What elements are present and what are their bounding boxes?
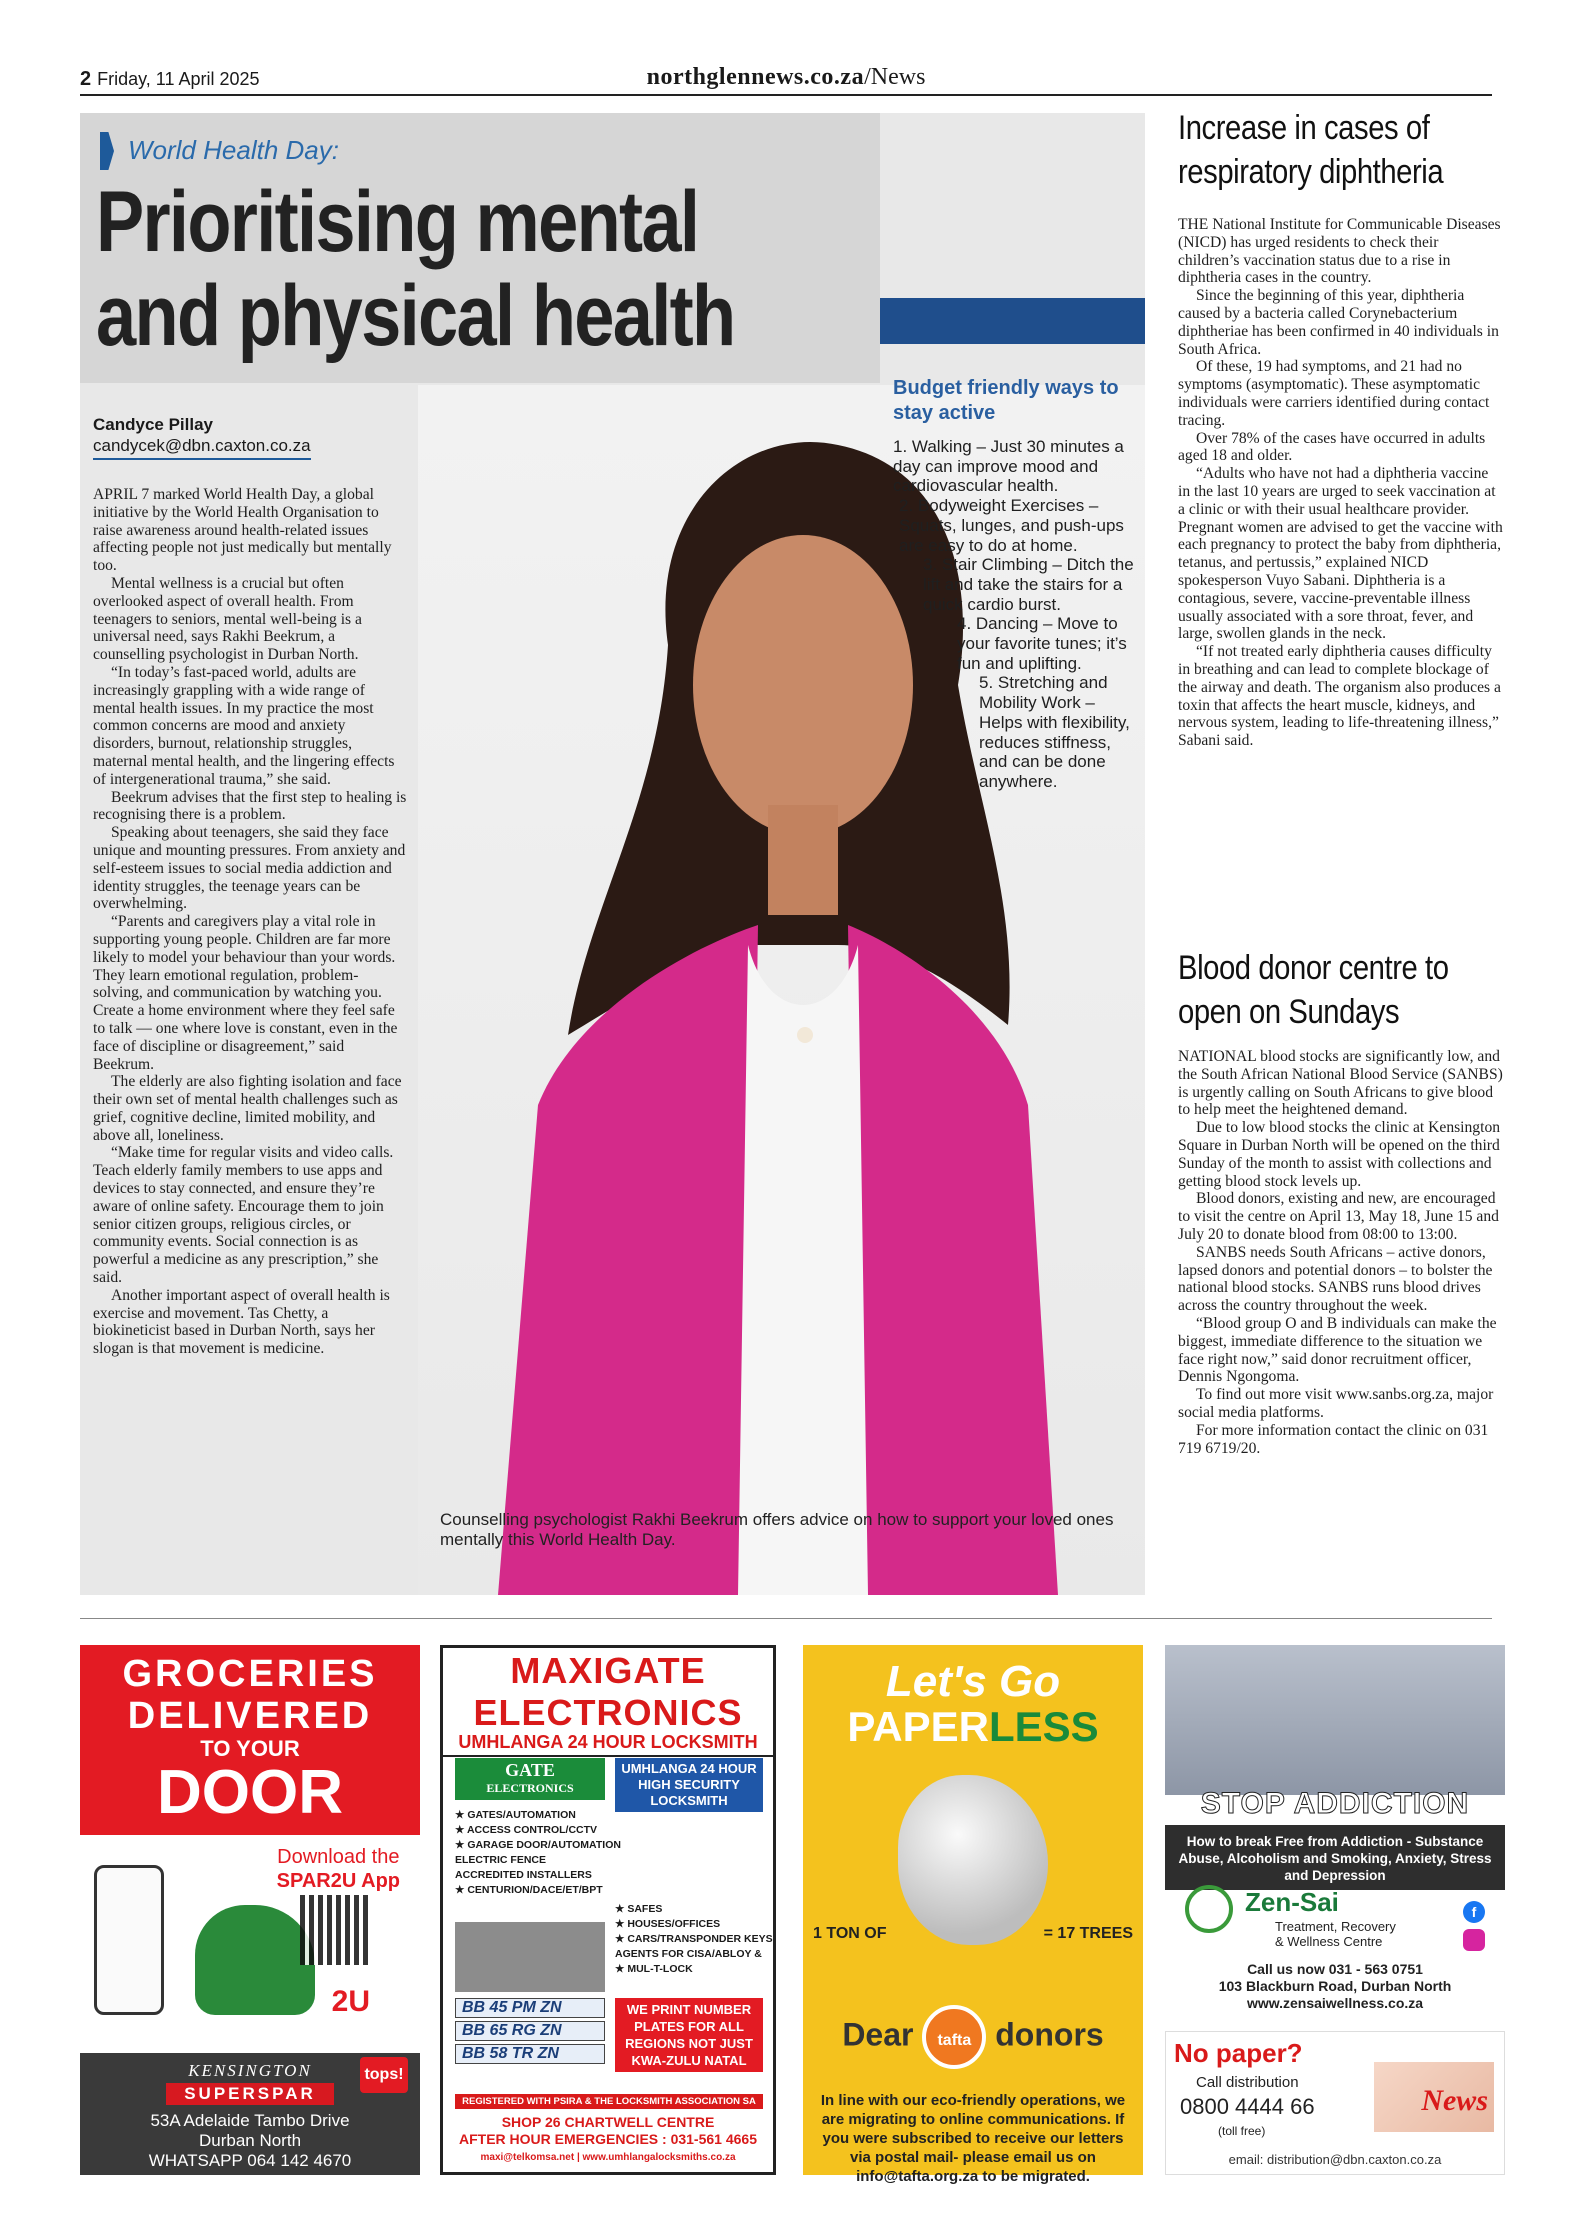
paragraph: “Make time for regular visits and video calls. Teach elderly family members to use apps and devices to stay connected, and ensure they’re aware of online safety. Encourage them to join senior citizen groups, religious circles, or community events. Social connection is as powerful a medicine as any prescription,” she said. xyxy=(93,1144,394,1287)
paragraph: Due to low blood stocks the clinic at Kensington Square in Durban North will be opened on the third Sunday of the month to assist with collections and getting blood stock levels up. xyxy=(1178,1119,1501,1190)
section-name: /News xyxy=(864,64,926,90)
zensai-phone: Call us now 031 - 563 0751 xyxy=(1247,1961,1423,1977)
list-item: ★ GATES/AUTOMATION xyxy=(455,1809,576,1821)
emergency-number: AFTER HOUR EMERGENCIES : 031-561 4665 xyxy=(459,2131,757,2147)
list-item: ★ ACCESS CONTROL/CCTV xyxy=(455,1824,598,1836)
paragraph: “Parents and caregivers play a vital role in supporting young people. Children are far more likely to model your behaviour than your words. They learn emotional regulation, problem-solving, and communication by watching you. Create a home environment where they feel safe to talk — one where love is constant, even in the face of discipline or disagreement,” said Beekrum. xyxy=(93,913,398,1073)
zensai-tagline xyxy=(1275,1919,1396,1949)
list-item: 5. Stretching and Mobility Work – Helps with flexibility, reduces stiffness, and can be done anywhere. xyxy=(979,673,1130,791)
donors-word: donors xyxy=(995,2016,1104,2053)
number-plate: BB 65 RG ZN xyxy=(455,2021,605,2041)
zensai-contact xyxy=(1165,1961,1505,2012)
download-label: Download the xyxy=(277,1846,400,1868)
store-name: KENSINGTON xyxy=(188,2061,312,2080)
paragraph: Blood donors, existing and new, are encouraged to visit the centre on April 13, May 18, June 15 and July 20 to donate blood from 08:00 to 13:00. xyxy=(1178,1190,1499,1243)
list-item: 3. Stair Climbing – Ditch the lift and take the stairs for a quick cardio burst. xyxy=(923,555,1134,614)
list-item: ★ CENTURION/DACE/ET/BPT xyxy=(455,1884,603,1896)
store-whatsapp: WHATSAPP 064 142 4670 xyxy=(148,2151,352,2170)
spar2u-logo: 2U xyxy=(331,1985,370,2018)
feature-body xyxy=(93,486,408,1358)
scooter-icon xyxy=(195,1905,315,2015)
list-item: 4. Dancing – Move to your favorite tunes; it’s fun and uplifting. xyxy=(957,614,1127,673)
tafta-paperless xyxy=(803,1705,1143,1749)
ad-zensai[interactable] xyxy=(1165,1645,1505,2011)
stop-addiction: STOP ADDICTION xyxy=(1200,1787,1470,1820)
headline-line-1: Blood donor centre to xyxy=(1178,949,1449,987)
story-diphtheria xyxy=(1178,106,1503,750)
headline-line-2: and physical health xyxy=(96,268,735,364)
list-item: ACCREDITED INSTALLERS xyxy=(455,1869,592,1881)
ad-no-paper[interactable] xyxy=(1165,2031,1505,2175)
distribution-phone: 0800 4444 66 xyxy=(1180,2094,1315,2119)
gate-electronics-badge xyxy=(455,1758,605,1800)
maxigate-title-2: ELECTRONICS xyxy=(473,1692,743,1733)
headline-line-2: open on Sundays xyxy=(1178,993,1400,1031)
section-divider xyxy=(80,1618,1492,1619)
kicker-text: World Health Day: xyxy=(128,135,339,165)
paragraph: SANBS needs South Africans – active donors, lapsed donors and potential donors – to bolster the national blood stocks. SANBS runs blood drives across the country throughout the week. xyxy=(1178,1243,1493,1315)
paragraph: For more information contact the clinic on 031 719 6719/20. xyxy=(1178,1421,1489,1457)
distribution-email[interactable]: email: distribution@dbn.caxton.co.za xyxy=(1228,2152,1442,2167)
spar-line-4: DOOR xyxy=(157,1758,343,1827)
paragraph: Over 78% of the cases have occurred in adults aged 18 and older. xyxy=(1178,429,1486,465)
paragraph: The elderly are also fighting isolation and face their own set of mental health challenges such as grief, cognitive decline, limited mobility, and above all, loneliness. xyxy=(93,1073,402,1144)
paragraph: Speaking about teenagers, she said they face unique and mounting pressures. From anxiety and self-esteem issues to social media addiction and identity struggles, the teenage years can be overwhelming. xyxy=(93,824,406,913)
download-text xyxy=(277,1845,400,1893)
paragraph: Of these, 19 had symptoms, and 21 had no symptoms (asymptomatic). These asymptomatic individuals were carriers identified during contact tracing. xyxy=(1178,358,1490,429)
qr-code-icon[interactable] xyxy=(300,1895,370,1965)
zensai-photo xyxy=(1165,1645,1505,1795)
paragraph: To find out more visit www.sanbs.org.za, major social media platforms. xyxy=(1178,1386,1494,1421)
site-name[interactable]: northglennews.co.za xyxy=(646,64,865,90)
story-headline xyxy=(1178,946,1458,1034)
news-logo: News xyxy=(1421,2084,1488,2117)
tops-logo: tops! xyxy=(360,2057,408,2093)
byline xyxy=(93,414,311,456)
shop-address: SHOP 26 CHARTWELL CENTRE xyxy=(501,2114,715,2130)
store-area: Durban North xyxy=(198,2131,302,2150)
list-item: 1. Walking – Just 30 minutes a day can improve mood and cardiovascular health. xyxy=(893,437,1124,496)
story-headline xyxy=(1178,106,1458,194)
story-body xyxy=(1178,216,1503,750)
paragraph: “Blood group O and B individuals can make the biggest, immediate difference to the situation we face right now,” said donor recruitment officer, Dennis Ngongoma. xyxy=(1178,1314,1497,1386)
list-item: 2. Bodyweight Exercises – Squats, lunges, and push-ups are easy to do at home. xyxy=(899,496,1124,555)
list-item: ★ SAFES xyxy=(615,1903,663,1915)
photo-caption: Counselling psychologist Rakhi Beekrum offers advice on how to support your loved ones mentally this World Health Day. xyxy=(440,1510,1114,1549)
zensai-address: 103 Blackburn Road, Durban North xyxy=(1218,1978,1452,1994)
feature-headline xyxy=(96,175,760,363)
tafta-lets-go: Let's Go xyxy=(885,1657,1061,1706)
number-plate: BB 45 PM ZN xyxy=(455,1998,605,2018)
toll-free: (toll free) xyxy=(1218,2124,1266,2138)
plates-badge: WE PRINT NUMBER PLATES FOR ALL REGIONS NOT JUST KWA-ZULU NATAL xyxy=(615,1998,763,2072)
list-item: ★ MUL-T-LOCK xyxy=(615,1963,693,1975)
page-header xyxy=(80,64,1492,96)
paragraph: NATIONAL blood stocks are significantly low, and the South African National Blood Service (SANBS) is urgently calling on South Africans to give blood to help meet the heightened demand. xyxy=(1178,1048,1503,1119)
instagram-icon[interactable] xyxy=(1463,1929,1485,1951)
paragraph: APRIL 7 marked World Health Day, a global initiative by the World Health Organisation to raise awareness around health-related issues affecting people not just medically but mentally too. xyxy=(93,486,392,575)
store-brand: SUPERSPAR xyxy=(166,2083,334,2105)
author-email[interactable]: candycek@dbn.caxton.co.za xyxy=(93,436,311,460)
list-item: ★ HOUSES/OFFICES xyxy=(615,1918,721,1930)
crumpled-paper-icon xyxy=(898,1775,1048,1945)
page-number: 2 xyxy=(80,68,92,90)
story-blood-donor xyxy=(1178,946,1503,1457)
author-name: Candyce Pillay xyxy=(93,415,214,434)
phone-icon xyxy=(94,1865,164,2015)
paragraph: Another important aspect of overall health is exercise and movement. Tas Chetty, a biokineticist based in Durban North, says her slogan is that movement is medicine. xyxy=(93,1286,390,1358)
list-item: ★ CARS/TRANSPONDER KEYS xyxy=(615,1933,773,1945)
newspaper-icon xyxy=(1374,2062,1494,2132)
locksmith-badge: UMHLANGA 24 HOUR HIGH SECURITY LOCKSMITH xyxy=(615,1758,763,1812)
paragraph: “Adults who have not had a diphtheria vaccine in the last 10 years are urged to seek vaccination at a clinic or with their usual healthcare provider. Pregnant women are advised to get the vaccine with each pregnancy to protect the baby from diphtheria, tetanus, and pertussis,” explained NICD spokesperson Vuyo Sabani. Diphtheria is a contagious, severe, vaccine-preventable illness usually associated with a sore throat, fever, and large, swollen glands in the neck. xyxy=(1178,465,1503,643)
headline-line-1: Increase in cases of xyxy=(1178,109,1430,147)
ton-trees-strip xyxy=(803,1925,1143,1943)
registration-strip: REGISTERED WITH PSIRA & THE LOCKSMITH ASSOCIATION SA xyxy=(455,2094,763,2109)
gate-services xyxy=(455,1808,621,1898)
ton-label: 1 TON OF xyxy=(813,1925,887,1942)
tagline-1: Treatment, Recovery xyxy=(1275,1919,1396,1934)
list-item: AGENTS FOR CISA/ABLOY & xyxy=(615,1948,762,1960)
paragraph: Beekrum advises that the first step to healing is recognising there is a problem. xyxy=(93,788,407,824)
spar-line-2: DELIVERED xyxy=(127,1695,373,1737)
date: Friday, 11 April 2025 xyxy=(97,69,260,89)
trees-label: = 17 TREES xyxy=(1043,1925,1133,1942)
gate-label: GATE xyxy=(505,1760,555,1780)
spar-line-3: TO YOUR xyxy=(200,1736,300,1761)
spar-line-1: GROCERIES xyxy=(122,1653,378,1695)
locksmith-services xyxy=(615,1902,773,1977)
shop-info xyxy=(443,2114,773,2148)
paragraph: Since the beginning of this year, diphtheria caused by a bacteria called Corynebacterium diphtheriae has been confirmed in 40 individuals in South Africa. xyxy=(1178,287,1499,358)
tagline-2: & Wellness Centre xyxy=(1275,1934,1383,1949)
store-address: 53A Adelaide Tambo Drive xyxy=(150,2111,350,2130)
paragraph: “If not treated early diphtheria causes difficulty in breathing and can lead to complete blockage of the airway and death. The organism also produces a toxin that affects the heart muscle, kidneys, and nervous system, leading to life-threatening illness,” Sabani said. xyxy=(1178,643,1501,750)
less-word: LESS xyxy=(988,1703,1099,1750)
paragraph: THE National Institute for Communicable Diseases (NICD) has urged residents to check their children’s vaccination status due to a rise in diphtheria cases in the country. xyxy=(1178,216,1501,287)
gate-sublabel: ELECTRONICS xyxy=(486,1781,574,1795)
header-site xyxy=(80,64,1492,91)
list-item: ★ GARAGE DOOR/AUTOMATION xyxy=(455,1839,621,1851)
spar-banner xyxy=(80,1645,420,1835)
kicker xyxy=(100,135,339,166)
zensai-logo-icon xyxy=(1185,1885,1233,1933)
budget-title: Budget friendly ways to stay active xyxy=(893,377,1119,424)
headline-line-2: respiratory diphtheria xyxy=(1178,153,1444,191)
tafta-message: In line with our eco-friendly operations, we are migrating to online communications. If you were subscribed to receive our letters via postal mail- please email us on info@tafta.org.za to be migrated. xyxy=(820,2092,1126,2185)
zensai-website[interactable]: www.zensaiwellness.co.za xyxy=(1246,1995,1424,2011)
ad-tafta[interactable] xyxy=(803,1645,1143,2185)
maxigate-title-1: MAXIGATE xyxy=(510,1650,706,1691)
zensai-name: Zen-Sai xyxy=(1245,1887,1339,1917)
tafta-logo: tafta xyxy=(922,2005,986,2069)
dear-word: Dear xyxy=(842,2016,914,2053)
accent-stripe xyxy=(880,298,1145,344)
ad-maxigate[interactable] xyxy=(440,1645,776,2175)
no-paper-title: No paper? xyxy=(1174,2038,1303,2068)
headline-line-1: Prioritising mental xyxy=(96,174,699,270)
facebook-icon[interactable]: f xyxy=(1463,1901,1485,1923)
gate-photo xyxy=(455,1922,605,1992)
story-body xyxy=(1178,1048,1503,1457)
call-distribution: Call distribution xyxy=(1196,2074,1299,2091)
contact-links[interactable]: maxi@telkomsa.net | www.umhlangalocksmiths.co.za xyxy=(480,2152,736,2163)
maxigate-subtitle: UMHLANGA 24 HOUR LOCKSMITH xyxy=(443,1732,773,1757)
dear-donors xyxy=(803,2005,1143,2069)
budget-list xyxy=(893,437,1143,792)
number-plate: BB 58 TR ZN xyxy=(455,2044,605,2064)
ad-spar[interactable] xyxy=(80,1645,420,2175)
spar-app-section xyxy=(80,1835,420,2053)
list-item: ELECTRIC FENCE xyxy=(455,1854,547,1866)
paper-word: PAPER xyxy=(847,1703,989,1750)
paragraph: “In today’s fast-paced world, adults are increasingly grappling with a wide range of mental health issues. In my practice the most common concerns are mood and anxiety disorders, burnout, relationship struggles, maternal mental health, and the lingering effects of intergenerational trauma,” she said. xyxy=(93,663,395,788)
app-name: SPAR2U App xyxy=(276,1870,400,1892)
paragraph: Mental wellness is a crucial but often overlooked aspect of overall health. From teenagers to seniors, mental well-being is a universal need, says Rakhi Beekrum, a counselling psychologist in Durban North. xyxy=(93,574,362,664)
zensai-band: How to break Free from Addiction - Substance Abuse, Alcoholism and Smoking, Anxiety, Stress and Depression xyxy=(1165,1825,1505,1890)
number-plates xyxy=(455,1998,605,2067)
